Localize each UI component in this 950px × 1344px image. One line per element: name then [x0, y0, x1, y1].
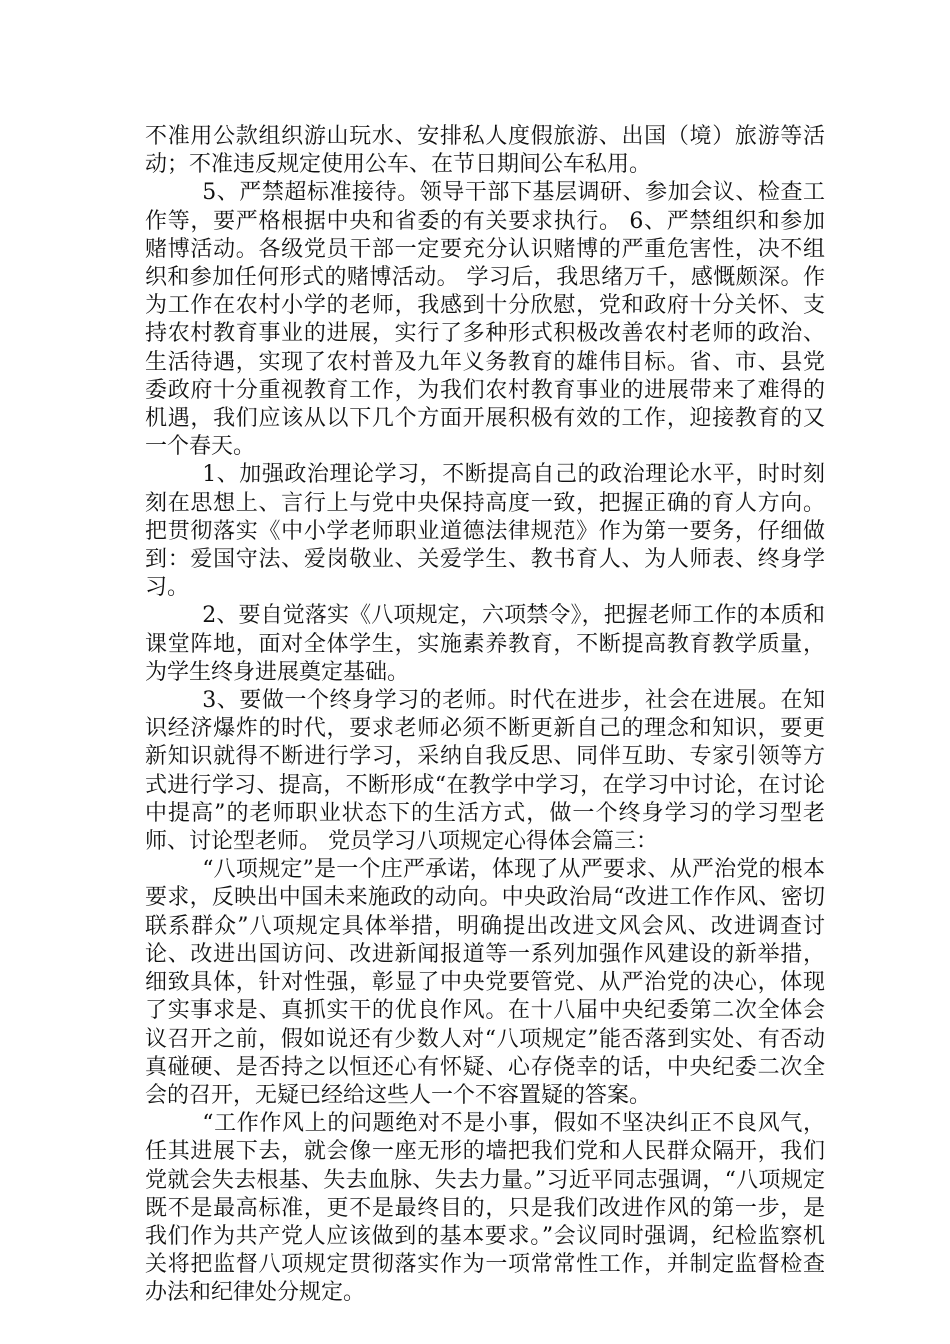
- paragraph-3: 1、加强政治理论学习，不断提高自己的政治理论水平，时时刻刻在思想上、言行上与党中央保持高度一致，把握正确的育人方向。把贯彻落实《中小学老师职业道德法律规范》作为第一要务，仔细做到：爱国守法、爱岗敬业、关爱学生、教书育人、为人师表、终身学习。: [145, 462, 825, 601]
- paragraph-4: 2、要自觉落实《八项规定，六项禁令》，把握老师工作的本质和课堂阵地，面对全体学生，实施素养教育，不断提高教育教学质量，为学生终身进展奠定基础。: [145, 603, 825, 685]
- body-text: [145, 123, 825, 1308]
- paragraph-5: 3、要做一个终身学习的老师。时代在进步，社会在进展。在知识经济爆炸的时代，要求老师必须不断更新自己的理念和知识，要更新知识就得不断进行学习，采纳自我反思、同伴互助、专家引领等方式进行学习、提高，不断形成“在教学中学习，在学习中讨论，在讨论中提高”的老师职业状态下的生活方式，做一个终身学习的学习型老师、讨论型老师。 党员学习八项规定心得体会篇三：: [145, 688, 825, 855]
- paragraph-6: “八项规定”是一个庄严承诺，体现了从严要求、从严治党的根本要求，反映出中国未来施政的动向。中央政治局“改进工作作风、密切联系群众”八项规定具体举措，明确提出改进文风会风、改进调查讨论、改进出国访问、改进新闻报道等一系列加强作风建设的新举措，细致具体，针对性强，彰显了中央党要管党、从严治党的决心，体现了实事求是、真抓实干的优良作风。在十八届中央纪委第二次全体会议召开之前，假如说还有少数人对“八项规定”能否落到实处、有否动真碰硬、是否持之以恒还心有怀疑、心存侥幸的话，中央纪委二次全会的召开，无疑已经给这些人一个不容置疑的答案。: [145, 857, 825, 1108]
- paragraph-7: “工作作风上的问题绝对不是小事，假如不坚决纠正不良风气，任其进展下去，就会像一座无形的墙把我们党和人民群众隔开，我们党就会失去根基、失去血脉、失去力量。”习近平同志强调，“八项规定既不是最高标准，更不是最终目的，只是我们改进作风的第一步，是我们作为共产党人应该做到的基本要求。”会议同时强调，纪检监察机关将把监督八项规定贯彻落实作为一项常常性工作，并制定监督检查办法和纪律处分规定。: [145, 1111, 825, 1306]
- paragraph-1: 不准用公款组织游山玩水、安排私人度假旅游、出国（境）旅游等活动；不准违反规定使用公车、在节日期间公车私用。: [145, 124, 825, 178]
- paragraph-2: 5、严禁超标准接待。领导干部下基层调研、参加会议、检查工作等，要严格根据中央和省委的有关要求执行。 6、严禁组织和参加赌博活动。各级党员干部一定要充分认识赌博的严重危害性，决不组织和参加任何形式的赌博活动。 学习后，我思绪万千，感慨颇深。作为工作在农村小学的老师，我感到十分欣慰，党和政府十分关怀、支持农村教育事业的进展，实行了多种形式积极改善农村老师的政治、生活待遇，实现了农村普及九年义务教育的雄伟目标。省、市、县党委政府十分重视教育工作，为我们农村教育事业的进展带来了难得的机遇，我们应该从以下几个方面开展积极有效的工作，迎接教育的又一个春天。: [145, 180, 825, 460]
